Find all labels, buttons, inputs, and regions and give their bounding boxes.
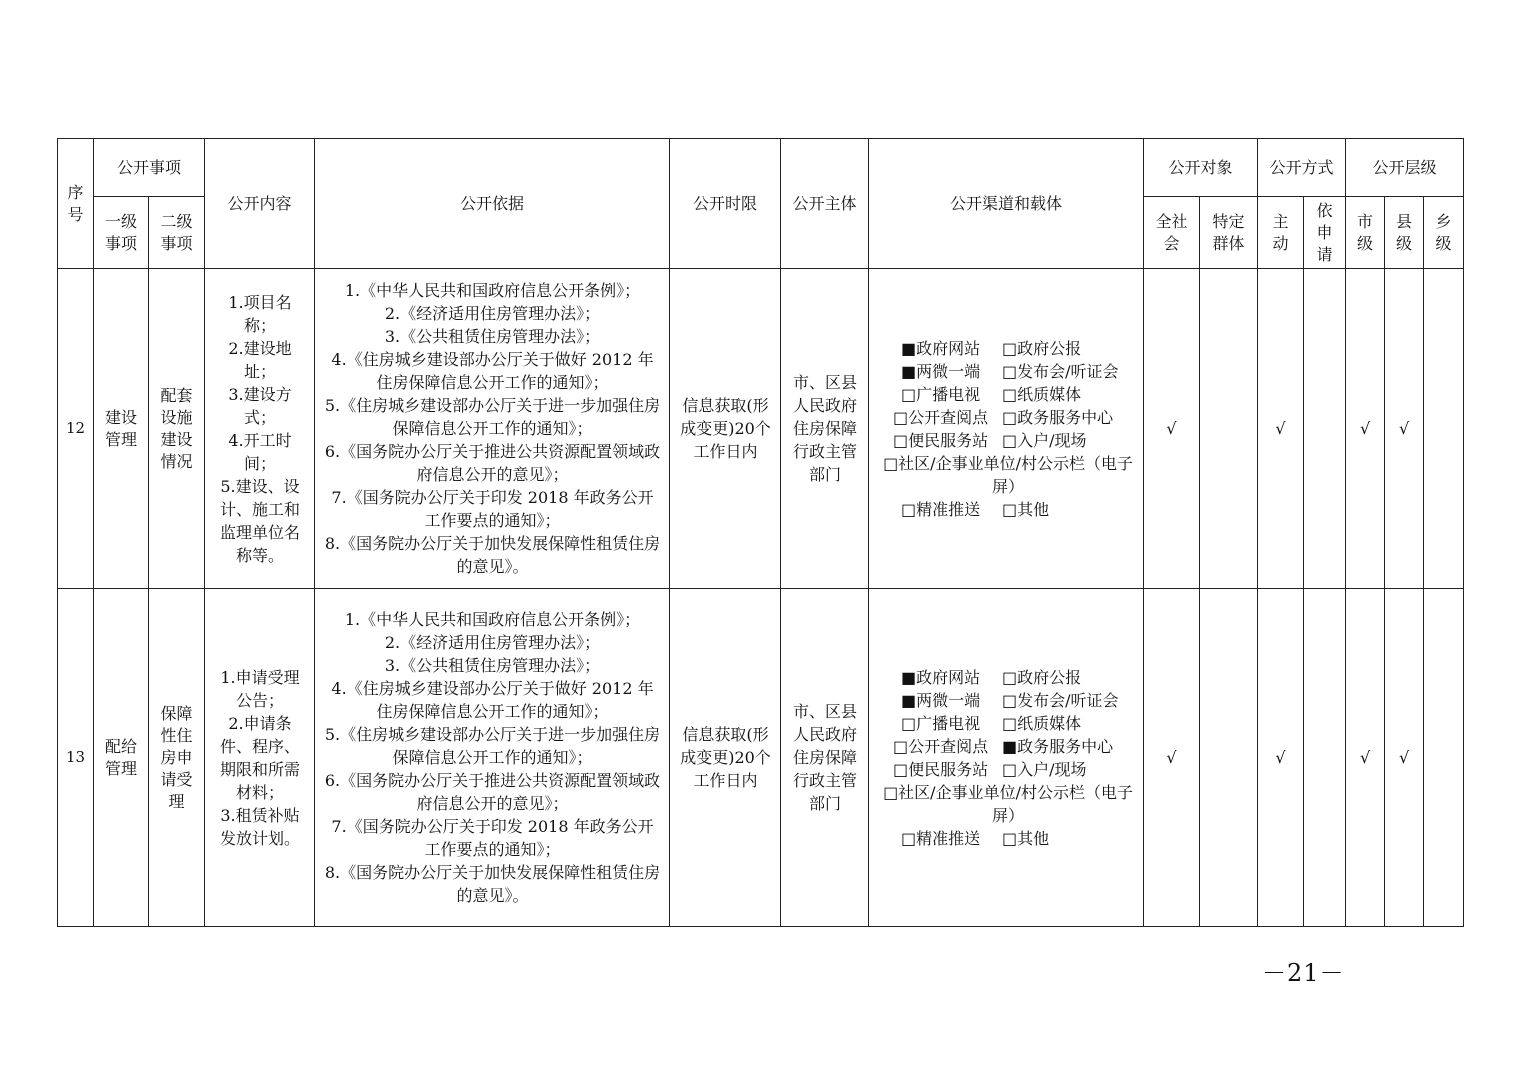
- on-request-cell: [1304, 589, 1346, 927]
- header-basis: 公开依据: [315, 139, 670, 269]
- basis-cell: 1.《中华人民共和国政府信息公开条例》； 2.《经济适用住房管理办法》； 3.《公共租赁住房管理办法》； 4.《住房城乡建设部办公厅关于做好 2012 年住房保障信息公开工作的通知》； 5.《住房城乡建设部办公厅关于进一步加强住房保障信息公开工作的通知》； 6.《国务院办公厅关于推进公共资源配置领域政府信息公开的意见》； 7.《国务院办公厅关于印发 2018 年政务公开工作要点的通知》； 8.《国务院办公厅关于加快发展保障性租赁住房的意见》。: [315, 269, 670, 589]
- header-all-society: 全社会: [1144, 197, 1200, 269]
- header-city: 市级: [1346, 197, 1385, 269]
- city-cell: √: [1346, 269, 1385, 589]
- header-level1: 一级事项: [94, 197, 149, 269]
- specific-group-cell: [1200, 269, 1258, 589]
- on-request-cell: [1304, 269, 1346, 589]
- header-level2: 二级事项: [149, 197, 205, 269]
- time-limit-cell: 信息获取(形成变更)20个工作日内: [670, 269, 781, 589]
- subject-cell: 市、区县人民政府住房保障行政主管部门: [781, 589, 869, 927]
- channels-cell: ■政府网站 □政府公报 ■两微一端 □发布会/听证会 □广播电视 □纸质媒体 □公开查阅点 □政务服务中心 □便民服务站 □入户/现场 □社区/企事业单位/村公示栏（电子屏） □精准推送 □其他: [869, 269, 1144, 589]
- content-cell: 1.项目名称； 2.建设地址； 3.建设方式； 4.开工时间； 5.建设、设计、施工和监理单位名称等。: [205, 269, 315, 589]
- header-county: 县级: [1385, 197, 1424, 269]
- header-seq: 序号: [58, 139, 94, 269]
- header-time-limit: 公开时限: [670, 139, 781, 269]
- active-cell: √: [1258, 589, 1304, 927]
- seq-cell: 13: [58, 589, 94, 927]
- header-channels: 公开渠道和载体: [869, 139, 1144, 269]
- header-content: 公开内容: [205, 139, 315, 269]
- table-row: [58, 589, 1464, 927]
- content-cell: 1.申请受理公告； 2.申请条件、程序、期限和所需材料； 3.租赁补贴发放计划。: [205, 589, 315, 927]
- header-method: 公开方式: [1258, 139, 1346, 197]
- table-row: [58, 269, 1464, 589]
- seq-cell: 12: [58, 269, 94, 589]
- level1-cell: 建设管理: [94, 269, 149, 589]
- township-cell: [1424, 269, 1464, 589]
- all-society-cell: √: [1144, 269, 1200, 589]
- header-on-request: 依申请: [1304, 197, 1346, 269]
- header-township: 乡级: [1424, 197, 1464, 269]
- township-cell: [1424, 589, 1464, 927]
- time-limit-cell: 信息获取(形成变更)20个工作日内: [670, 589, 781, 927]
- header-subject: 公开主体: [781, 139, 869, 269]
- city-cell: √: [1346, 589, 1385, 927]
- level2-cell: 保障性住房申请受理: [149, 589, 205, 927]
- level2-cell: 配套设施建设情况: [149, 269, 205, 589]
- header-target: 公开对象: [1144, 139, 1258, 197]
- subject-cell: 市、区县人民政府住房保障行政主管部门: [781, 269, 869, 589]
- header-matters: 公开事项: [94, 139, 205, 197]
- specific-group-cell: [1200, 589, 1258, 927]
- header-level: 公开层级: [1346, 139, 1464, 197]
- header-active: 主动: [1258, 197, 1304, 269]
- county-cell: √: [1385, 269, 1424, 589]
- basis-cell: 1.《中华人民共和国政府信息公开条例》； 2.《经济适用住房管理办法》； 3.《公共租赁住房管理办法》； 4.《住房城乡建设部办公厅关于做好 2012 年住房保障信息公开工作的通知》； 5.《住房城乡建设部办公厅关于进一步加强住房保障信息公开工作的通知》； 6.《国务院办公厅关于推进公共资源配置领域政府信息公开的意见》； 7.《国务院办公厅关于印发 2018 年政务公开工作要点的通知》； 8.《国务院办公厅关于加快发展保障性租赁住房的意见》。: [315, 589, 670, 927]
- page-number: －21－: [1262, 959, 1345, 987]
- header-specific-group: 特定群体: [1200, 197, 1258, 269]
- all-society-cell: √: [1144, 589, 1200, 927]
- level1-cell: 配给管理: [94, 589, 149, 927]
- active-cell: √: [1258, 269, 1304, 589]
- county-cell: √: [1385, 589, 1424, 927]
- channels-cell: ■政府网站 □政府公报 ■两微一端 □发布会/听证会 □广播电视 □纸质媒体 □公开查阅点 ■政务服务中心 □便民服务站 □入户/现场 □社区/企事业单位/村公示栏（电子屏） □精准推送 □其他: [869, 589, 1144, 927]
- disclosure-table: [57, 138, 1464, 927]
